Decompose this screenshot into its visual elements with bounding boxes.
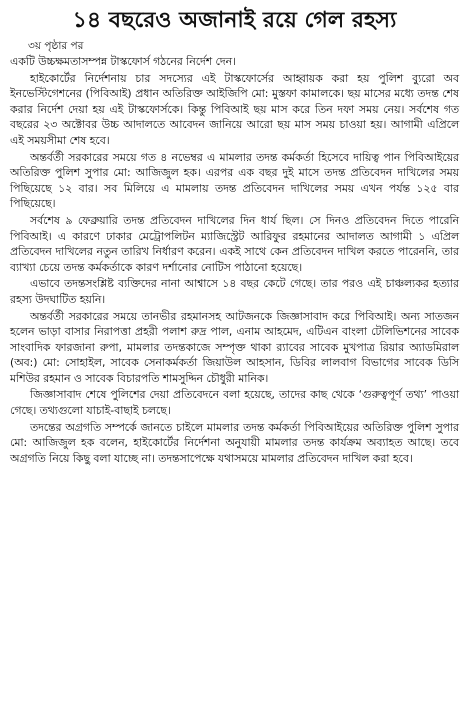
- paragraph: একটি উচ্চক্ষমতাসম্পন্ন টাস্কফোর্স গঠনের নির্দেশ দেন।: [10, 55, 236, 68]
- paragraph: এভাবে তদন্তসংশ্লিষ্ট ব্যক্তিদের নানা আশ্বাসে ১৪ বছর কেটে গেছে। তার পরও এই চাঞ্চল্যকর হত্যার রহস্য উদঘাটিত হয়নি।: [10, 277, 459, 306]
- paragraph: হাইকোর্টের নির্দেশনায় চার সদস্যের এই টাস্কফোর্সের আহ্বায়ক করা হয় পুলিশ ব্যুরো অব ইনভেস্টিগেশনের (পিবিআই) প্রধান অতিরিক্ত আইজিপি মো: মুস্তফা কামালকে। ছয় মাসের মধ্যে তদন্ত শেষ করার নির্দেশ দেয়া হয় এই টাস্কফোর্সকে। কিন্তু পিবিআই ছয় মাস করে তিন দফা সময় নেয়। সর্বশেষ গত বছরের ২৩ অক্টোবর উচ্চ আদালতে আবেদন জানিয়ে আরো ছয় মাস সময় চাওয়া হয়। আগামী এপ্রিলে এই সময়সীমা শেষ হবে।: [10, 71, 459, 147]
- paragraph: তদন্তের অগ্রগতি সম্পর্কে জানতে চাইলে মামলার তদন্ত কর্মকর্তা পিবিআইয়ের অতিরিক্ত পুলিশ সুপার মো: আজিজুল হক বলেন, হাইকোর্টের নির্দেশনা অনুযায়ী মামলার তদন্ত কার্যক্রম অব্যাহত আছে। তবে অগ্রগতি নিয়ে কিছু বলা যাচ্ছে না। তদন্তসাপেক্ষে যথাসময়ে মামলার প্রতিবেদন দাখিল করা হবে।: [10, 420, 459, 465]
- paragraph: অন্তর্বর্তী সরকারের সময়ে তানভীর রহমানসহ আটজনকে জিজ্ঞাসাবাদ করে পিবিআই। অন্য সাতজন হলেন ভাড়া বাসার নিরাপত্তা প্রহরী পলাশ রুদ্র পাল, এনাম আহমেদ, এটিএন বাংলা টেলিভিশনের সাবেক সাংবাদিক ফারজানা রুপা, মামলার তদন্তকাজে সম্পৃক্ত থাকা র‍্যাবের সাবেক মুখপাত্র রিয়ার অ্যাডমিরাল (অব:) মো: সোহাইল, সাবেক সেনাকর্মকর্তা জিয়াউল আহসান, ডিবির লালবাগ বিভাগের সাবেক ডিসি মশিউর রহমান ও সাবেক বিচারপতি শামসুদ্দিন চৌধুরী মানিক।: [10, 309, 459, 385]
- paragraph: জিজ্ঞাসাবাদ শেষে পুলিশের দেয়া প্রতিবেদনে বলা হয়েছে, তাদের কাছ থেকে ‘গুরুত্বপূর্ণ তথ্য’ পাওয়া গেছে। তথ্যগুলো যাচাই-বাছাই চলছে।: [10, 388, 459, 418]
- headline: ১৪ বছরেও অজানাই রয়ে গেল রহস্য: [72, 8, 397, 33]
- paragraph: সর্বশেষ ৯ ফেব্রুয়ারি তদন্ত প্রতিবেদন দাখিলের দিন ধার্য ছিল। সে দিনও প্রতিবেদন দিতে পারেনি পিবিআই। এ কারণে ঢাকার মেট্রোপলিটন ম্যাজিস্ট্রেট আরিফুর রহমানের আদালত আগামী ১ এপ্রিল প্রতিবেদন দাখিলের নতুন তারিখ নির্ধারণ করেন। একই সাথে কেন প্রতিবেদন দাখিল করতে পারেননি, তার ব্যাখ্যা চেয়ে তদন্ত কর্মকর্তাকে কারণ দর্শানোর নোটিস পাঠানো হয়েছে।: [10, 213, 459, 274]
- paragraph: অন্তর্বর্তী সরকারের সময়ে গত ৪ নভেম্বর এ মামলার তদন্ত কর্মকর্তা হিসেবে দায়িত্ব পান পিবিআইয়ের অতিরিক্ত পুলিশ সুপার মো: আজিজুল হক। এরপর এক বছর দুই মাসে তদন্ত প্রতিবেদন দাখিলের সময় পিছিয়েছে ১২ বার। সব মিলিয়ে এ মামলায় তদন্ত প্রতিবেদন দাখিলের সময় এখন পর্যন্ত ১২৫ বার পিছিয়েছে।: [10, 150, 459, 211]
- continued-from-note: ৩য় পৃষ্ঠার পর: [28, 40, 84, 52]
- article-body: [10, 54, 459, 466]
